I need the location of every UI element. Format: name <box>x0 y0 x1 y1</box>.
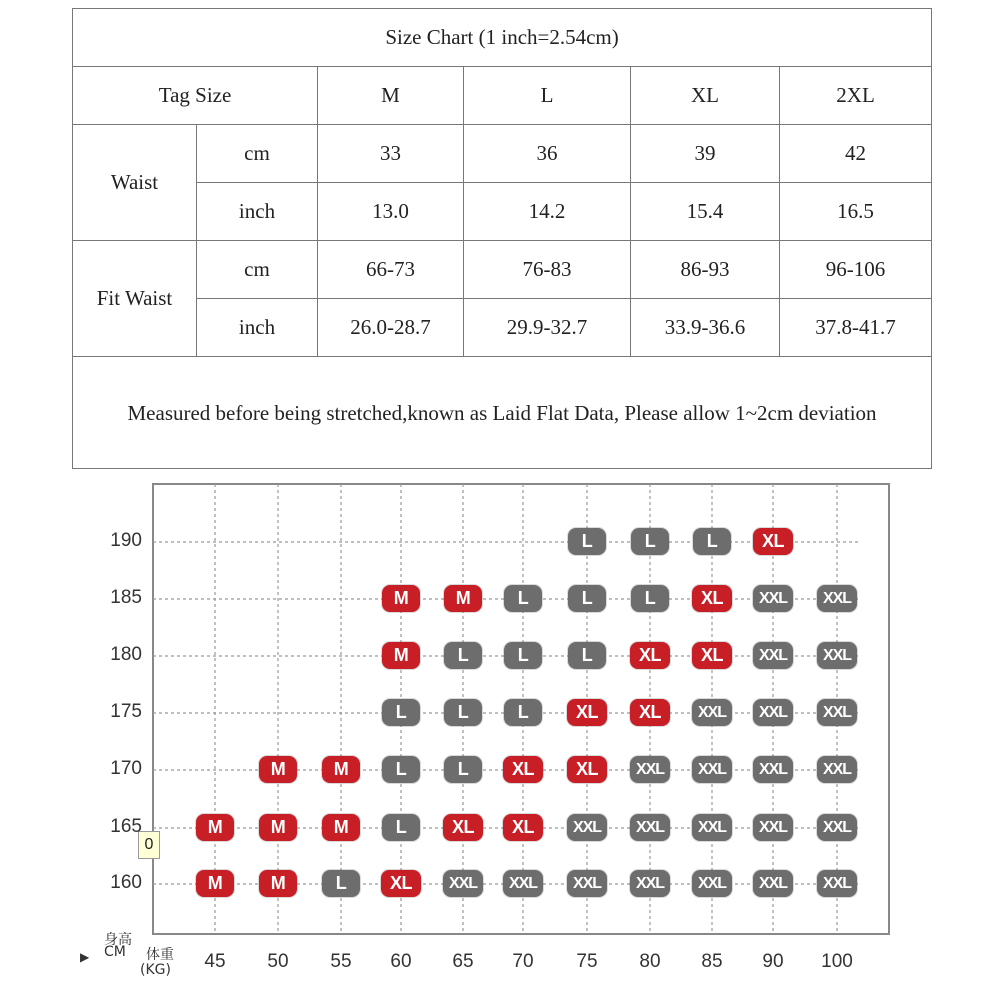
y-tick-label: 160 <box>110 872 142 893</box>
table-cell: 96-106 <box>780 241 932 299</box>
y-tick-label: 190 <box>110 530 142 551</box>
size-marker: XXL <box>817 585 857 612</box>
x-tick-label: 70 <box>512 951 534 972</box>
size-marker: L <box>444 756 482 783</box>
height-unit: CM <box>104 944 126 960</box>
waist-label: Waist <box>73 125 197 241</box>
size-marker: L <box>504 699 542 726</box>
size-marker: XXL <box>753 699 793 726</box>
table-cell: 76-83 <box>464 241 631 299</box>
tag-size-label: Tag Size <box>73 67 318 125</box>
weight-unit: (KG) <box>140 962 171 978</box>
table-cell: 37.8-41.7 <box>780 299 932 357</box>
table-cell: 66-73 <box>318 241 464 299</box>
size-marker: L <box>568 528 606 555</box>
size-chart-table <box>72 8 932 469</box>
size-marker: XXL <box>753 814 793 841</box>
size-marker: L <box>631 528 669 555</box>
size-header: L <box>464 67 631 125</box>
size-marker: XL <box>503 814 543 841</box>
size-marker: L <box>444 699 482 726</box>
size-marker: M <box>259 756 297 783</box>
unit-label: cm <box>197 241 318 299</box>
size-marker: XXL <box>753 642 793 669</box>
size-marker: XXL <box>753 870 793 897</box>
size-marker: L <box>444 642 482 669</box>
x-tick-label: 50 <box>267 951 289 972</box>
table-cell: 86-93 <box>631 241 780 299</box>
size-marker: XL <box>692 585 732 612</box>
table-cell: 29.9-32.7 <box>464 299 631 357</box>
x-tick-label: 80 <box>639 951 661 972</box>
size-marker: L <box>693 528 731 555</box>
chart-svg <box>0 462 1000 1000</box>
table-cell: 13.0 <box>318 183 464 241</box>
size-marker: XXL <box>567 870 607 897</box>
unit-label: inch <box>197 299 318 357</box>
table-cell: 33 <box>318 125 464 183</box>
size-marker: XXL <box>817 699 857 726</box>
size-marker: L <box>382 814 420 841</box>
size-marker: XXL <box>630 756 670 783</box>
size-marker: XL <box>443 814 483 841</box>
x-tick-label: 55 <box>330 951 352 972</box>
weight-label: 体重 <box>146 947 174 963</box>
x-tick-label: 45 <box>204 951 226 972</box>
size-marker: M <box>444 585 482 612</box>
y-tick-label: 175 <box>110 701 142 722</box>
size-marker: XXL <box>503 870 543 897</box>
size-marker: XXL <box>692 870 732 897</box>
size-marker: L <box>568 642 606 669</box>
size-marker: M <box>322 814 360 841</box>
x-tick-label: 60 <box>390 951 412 972</box>
table-title: Size Chart (1 inch=2.54cm) <box>73 9 932 67</box>
fit-waist-label: Fit Waist <box>73 241 197 357</box>
size-marker: XXL <box>692 756 732 783</box>
size-marker: L <box>568 585 606 612</box>
size-header: M <box>318 67 464 125</box>
x-tick-label: 85 <box>701 951 723 972</box>
size-marker: XL <box>630 642 670 669</box>
y-tick-label: 170 <box>110 758 142 779</box>
size-marker: M <box>322 756 360 783</box>
size-header: 2XL <box>780 67 932 125</box>
size-marker: M <box>382 585 420 612</box>
table-cell: 33.9-36.6 <box>631 299 780 357</box>
table-cell: 26.0-28.7 <box>318 299 464 357</box>
size-marker: XXL <box>567 814 607 841</box>
x-tick-label: 90 <box>762 951 784 972</box>
size-marker: XXL <box>753 585 793 612</box>
measurement-note: Measured before being stretched,known as Laid Flat Data, Please allow 1~2cm deviation <box>73 357 932 469</box>
size-marker: L <box>322 870 360 897</box>
y-tick-label: 165 <box>110 816 142 837</box>
size-marker: M <box>259 870 297 897</box>
size-marker: XXL <box>817 756 857 783</box>
size-marker: XL <box>753 528 793 555</box>
size-marker: L <box>631 585 669 612</box>
size-marker: XL <box>692 642 732 669</box>
size-marker: M <box>382 642 420 669</box>
y-tick-label: 185 <box>110 587 142 608</box>
size-marker: XXL <box>692 814 732 841</box>
table-cell: 42 <box>780 125 932 183</box>
x-tick-label: 65 <box>452 951 474 972</box>
table-cell: 14.2 <box>464 183 631 241</box>
height-label: 身高 <box>104 932 132 948</box>
size-marker: XL <box>567 699 607 726</box>
size-recommendation-chart <box>0 462 1000 1000</box>
size-marker: L <box>504 642 542 669</box>
x-tick-label: 75 <box>576 951 598 972</box>
size-marker: M <box>196 870 234 897</box>
size-marker: XL <box>567 756 607 783</box>
table-cell: 15.4 <box>631 183 780 241</box>
size-marker: XL <box>630 699 670 726</box>
size-marker: XL <box>381 870 421 897</box>
size-marker: XXL <box>817 642 857 669</box>
size-header: XL <box>631 67 780 125</box>
size-marker: XXL <box>817 814 857 841</box>
size-marker: XXL <box>630 814 670 841</box>
size-marker: XXL <box>817 870 857 897</box>
table-cell: 16.5 <box>780 183 932 241</box>
size-marker: XL <box>503 756 543 783</box>
size-marker: M <box>196 814 234 841</box>
unit-label: cm <box>197 125 318 183</box>
size-marker: XXL <box>443 870 483 897</box>
size-marker: L <box>382 756 420 783</box>
table-cell: 36 <box>464 125 631 183</box>
size-marker: L <box>382 699 420 726</box>
x-tick-label: 100 <box>821 951 853 972</box>
size-marker: XXL <box>630 870 670 897</box>
zero-box: 0 <box>138 831 160 859</box>
table-cell: 39 <box>631 125 780 183</box>
size-marker: M <box>259 814 297 841</box>
size-marker: L <box>504 585 542 612</box>
y-tick-label: 180 <box>110 644 142 665</box>
arrow-icon: ▶ <box>80 950 90 964</box>
size-marker: XXL <box>753 756 793 783</box>
size-marker: XXL <box>692 699 732 726</box>
unit-label: inch <box>197 183 318 241</box>
